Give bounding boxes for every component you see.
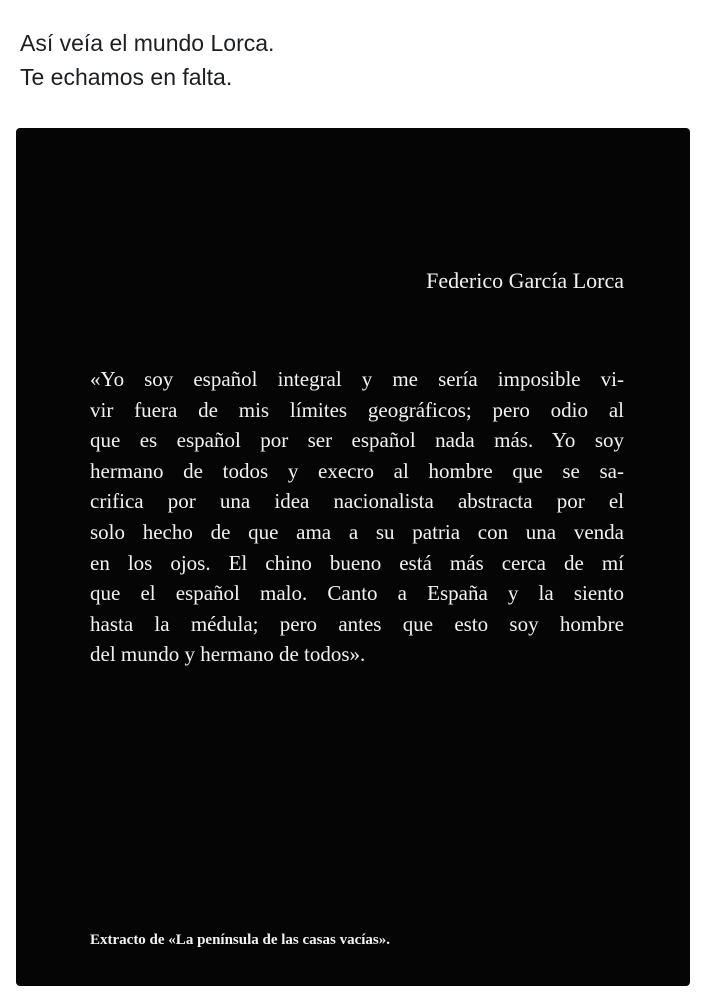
quote-line: en los ojos. El chino bueno está más cerca de mí [90,550,624,575]
quote-source: Extracto de «La península de las casas vacías». [90,932,391,948]
quote-line: hermano de todos y execro al hombre que se sa- [90,458,624,483]
cropped-footer [16,992,316,1000]
post-image[interactable] [16,128,690,986]
quote-line: del mundo y hermano de todos». [90,642,366,667]
caption-line: Te echamos en falta. [20,64,233,90]
quote-line: hasta la médula; pero antes que esto soy hombre [90,611,624,636]
quote-line: «Yo soy español integral y me sería imposible vi- [90,367,624,391]
quote-author: Federico García Lorca [426,268,624,293]
quote-text [90,364,624,670]
caption-line: Así veía el mundo Lorca. [20,30,275,56]
post-caption [20,26,274,94]
quote-line: crifica por una idea nacionalista abstracta por el [90,489,624,514]
quote-line: solo hecho de que ama a su patria con una venda [90,519,624,544]
quote-line: que es español por ser español nada más. Yo soy [90,428,624,453]
quote-line: que el español malo. Canto a España y la siento [90,581,624,606]
quote-line: vir fuera de mis límites geográficos; pero odio al [90,397,624,422]
